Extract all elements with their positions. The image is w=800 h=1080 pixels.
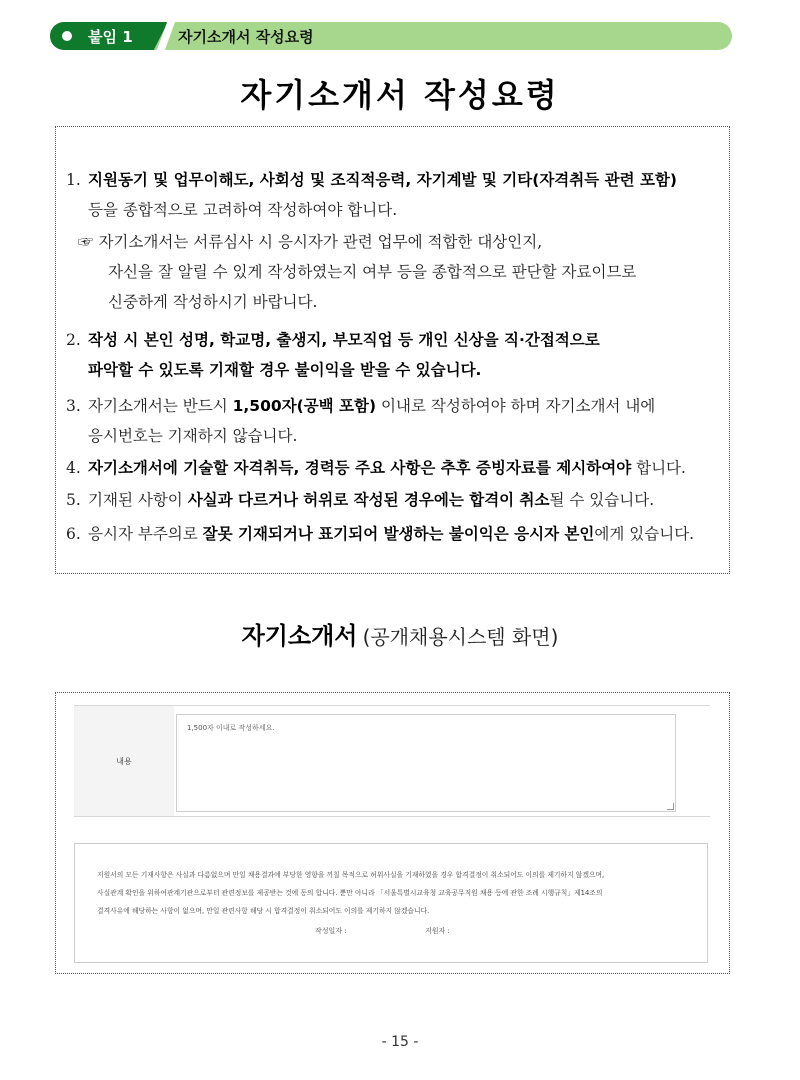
textarea-placeholder: 1,500자 이내로 작성하세요.	[187, 724, 275, 732]
content-form-row	[74, 705, 710, 817]
item-bold-text: 자기소개서에 기술할 자격취득, 경력등 주요 사항은 추후 증빙자료를 제시하여야	[88, 459, 632, 477]
item-number: 6.	[66, 525, 81, 543]
header-banner	[50, 22, 732, 50]
note-text: 자기소개서는 서류심사 시 응시자가 관련 업무에 적합한 대상인지,	[98, 233, 543, 251]
applicant-label: 지원자 :	[425, 927, 450, 935]
field-label-cell	[74, 706, 174, 816]
consent-line: 사실관계 확인을 위하여관계기관으로부터 관련정보를 제공받는 것에 동의 합니다. 뿐만 아니라 「서울특별시교육청 교육공무직원 채용 등에 관한 조례 시행규칙」제14조의	[97, 889, 603, 897]
item-text: 응시번호는 기재하지 않습니다.	[88, 427, 298, 445]
resize-handle-icon[interactable]	[667, 803, 674, 810]
item-number: 3.	[66, 397, 81, 415]
banner-tag: 붙임 1	[88, 28, 133, 46]
content-textarea[interactable]	[176, 714, 676, 812]
note-line-2: 자신을 잘 알릴 수 있게 작성하였는지 여부 등을 종합적으로 판단할 자료이므로	[108, 263, 637, 281]
item-bold-text: 파악할 수 있도록 기재할 경우 불이익을 받을 수 있습니다.	[88, 361, 482, 379]
item-text: 합니다.	[631, 459, 686, 477]
item-bold-text: 지원동기 및 업무이해도, 사회성 및 조직적응력, 자기계발 및 기타(자격취득 관련 포함)	[88, 171, 677, 189]
item-number: 4.	[66, 459, 81, 477]
instruction-item-4	[66, 453, 721, 483]
instruction-item-6	[66, 519, 721, 549]
page-number: - 15 -	[381, 1034, 419, 1050]
item-bold-text: 1,500자(공백 포함)	[232, 397, 377, 415]
system-screenshot-box	[55, 692, 730, 974]
section-title	[0, 616, 800, 651]
item-text: 에게 있습니다.	[594, 525, 695, 543]
date-label: 작성일자 :	[315, 927, 347, 935]
item-text: 이내로 작성하여야 하며 자기소개서 내에	[376, 397, 656, 415]
consent-line: 결격사유에 해당하는 사항이 없으며, 만일 관련사항 해당 시 합격결정이 취소되어도 이의를 제기하지 않겠습니다.	[97, 907, 430, 915]
note-line-1	[78, 227, 718, 257]
instructions-box	[55, 126, 730, 574]
item-bold-text: 잘못 기재되거나 표기되어 발생하는 불이익은 응시자 본인	[202, 525, 595, 543]
item-text: 자기소개서는 반드시	[88, 397, 233, 415]
item-number: 2.	[66, 331, 81, 349]
section-title-sub: (공개채용시스템 화면)	[362, 625, 559, 649]
consent-box	[74, 843, 708, 963]
bullet-icon	[62, 31, 72, 41]
consent-line: 지원서의 모든 기재사항은 사실과 다름없으며 만일 채용결과에 부당한 영향을 끼칠 목적으로 허위사실을 기재하였을 경우 합격결정이 취소되어도 이의를 제기하지 않겠으며,	[97, 871, 605, 879]
instruction-item-5	[66, 485, 721, 515]
instruction-item-2	[66, 325, 721, 385]
item-text: 응시자 부주의로	[88, 525, 203, 543]
consent-text	[97, 866, 697, 920]
note-block	[78, 227, 718, 317]
note-line-3: 신중하게 작성하시기 바랍니다.	[108, 293, 318, 311]
item-number: 1.	[66, 171, 81, 189]
instruction-item-3	[66, 391, 721, 451]
pointing-hand-icon: ☞	[78, 233, 94, 251]
instruction-item-1	[66, 165, 721, 225]
item-bold-text: 작성 시 본인 성명, 학교명, 출생지, 부모직업 등 개인 신상을 직·간접적으로	[88, 331, 600, 349]
item-number: 5.	[66, 491, 81, 509]
section-title-strong: 자기소개서	[241, 622, 358, 650]
item-text: 등을 종합적으로 고려하여 작성하여야 합니다.	[88, 201, 398, 219]
item-text: 기재된 사항이	[88, 491, 188, 509]
field-label: 내용	[116, 757, 132, 766]
item-text: 될 수 있습니다.	[549, 491, 655, 509]
page-title: 자기소개서 작성요령	[240, 76, 560, 114]
item-bold-text: 사실과 다르거나 허위로 작성된 경우에는 합격이 취소	[187, 491, 550, 509]
banner-title: 자기소개서 작성요령	[178, 28, 314, 46]
